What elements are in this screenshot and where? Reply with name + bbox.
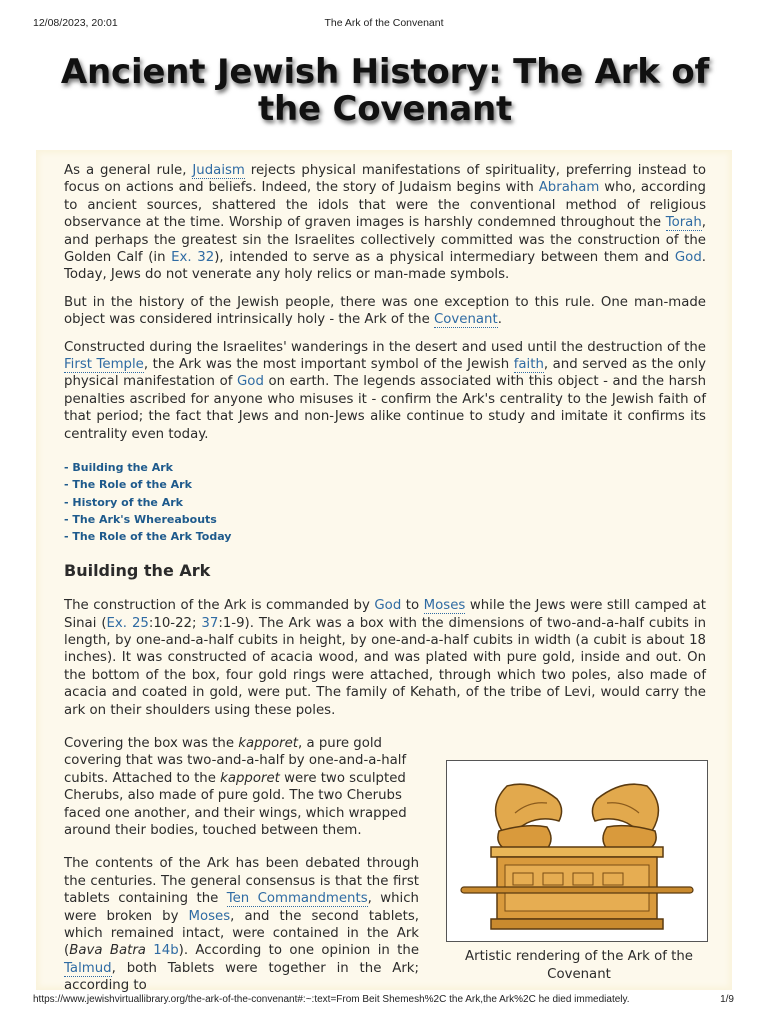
- print-page-title: The Ark of the Convenant: [324, 17, 444, 29]
- text: ). According to one opinion in the: [178, 943, 419, 959]
- toc-item: - The Role of the Ark Today: [64, 529, 232, 543]
- table-of-contents: [64, 459, 706, 545]
- building-paragraph-1: [64, 597, 706, 719]
- text: . Today, Jews do not venerate any holy relics or man-made symbols.: [64, 250, 706, 283]
- link-14b[interactable]: 14b: [153, 943, 179, 959]
- section-heading-building: Building the Ark: [64, 561, 211, 581]
- building-paragraph-3: [64, 855, 419, 994]
- link-god-2[interactable]: God: [237, 374, 264, 390]
- italic-term: kapporet: [220, 770, 280, 786]
- text: ), intended to serve as a physical intermediary between them and: [214, 250, 675, 266]
- toc-link-whereabouts[interactable]: The Ark's Whereabouts: [72, 512, 217, 526]
- link-moses[interactable]: Moses: [423, 598, 466, 614]
- text: Constructed during the Israelites' wanderings in the desert and used until the destruction of the: [64, 339, 706, 355]
- text: The contents of the Ark has been debated through the centuries. The general consensus is that the first tablets containing the: [64, 856, 419, 907]
- left-column: [64, 735, 419, 995]
- link-judaism[interactable]: Judaism: [192, 163, 245, 178]
- print-timestamp: 12/08/2023, 20:01: [33, 17, 118, 29]
- toc-link-role-today[interactable]: The Role of the Ark Today: [72, 529, 232, 543]
- link-covenant[interactable]: Covenant: [434, 312, 498, 328]
- link-ten-commandments[interactable]: Ten Commandments: [226, 891, 368, 907]
- print-header: [0, 17, 768, 31]
- link-ex-32[interactable]: Ex. 32: [171, 250, 215, 266]
- text: who, according to ancient sources, shattered the idols that were the conventional method of religious observance at the time. Worship of graven images is harshly condemned throughout the: [64, 180, 706, 231]
- link-faith[interactable]: faith: [513, 357, 544, 373]
- text: while the Jews were still camped at Sinai (: [64, 598, 706, 631]
- toc-item: - The Role of the Ark: [64, 478, 192, 492]
- link-god[interactable]: God: [674, 250, 702, 266]
- text: rejects physical manifestations of spirituality, preferring instead to focus on actions and beliefs. Indeed, the story of Judaism begins with: [64, 163, 706, 196]
- italic-term: Bava Batra: [69, 943, 146, 959]
- link-abraham[interactable]: Abraham: [538, 180, 600, 196]
- text: .: [497, 312, 502, 328]
- intro-paragraph-3: [64, 339, 706, 443]
- text: were two sculpted Cherubs, also made of pure gold. The two Cherubs faced one another, and their wings, which wrapped around their bodies, touched between them.: [64, 770, 407, 838]
- text: , the Ark was the most important symbol of the Jewish: [143, 357, 514, 373]
- text: :1-9). The Ark was a box with the dimensions of two-and-a-half cubits in length, by one-and-a-half cubits in height, by one-and-a-half cubits in width (a cubit is about 18 inches). It was constructed of acacia wood, and was plated with pure gold, inside and out. On the bottom of the box, four gold rings were attached, through which two poles, also made of acacia and coated in gold, were put. The family of Kehath, of the tribe of Levi, would carry the ark on their shoulders using these poles.: [64, 615, 707, 718]
- text: , both Tablets were together in the Ark; according to: [64, 960, 419, 994]
- text: , and perhaps the greatest sin the Israelites collectively committed was the construction of the Golden Calf (in: [64, 215, 706, 266]
- print-url: https://www.jewishvirtuallibrary.org/the-ark-of-the-convenant#:~:text=From Beit Shemesh%2C the Ark,the Ark%2C he died immediately.: [33, 994, 630, 1005]
- print-page-number: 1/9: [720, 994, 734, 1005]
- intro-paragraph-1: [64, 162, 706, 284]
- text: , which were broken by: [64, 891, 419, 924]
- toc-item: - The Ark's Whereabouts: [64, 512, 217, 526]
- toc-link-role[interactable]: The Role of the Ark: [72, 478, 192, 492]
- ark-image: [446, 760, 708, 942]
- print-footer: [0, 994, 768, 1008]
- text: , and served as the only physical manifestation of: [64, 357, 706, 390]
- toc-item: - History of the Ark: [64, 495, 183, 509]
- text: , and the second tablets, which remained intact, were contained in the Ark (: [64, 908, 419, 959]
- text: Covering the box was the: [64, 735, 239, 751]
- toc-link-building[interactable]: Building the Ark: [72, 461, 173, 475]
- figure-caption: Artistic rendering of the Ark of the Covenant: [465, 949, 693, 982]
- link-talmud[interactable]: Talmud: [64, 960, 112, 976]
- link-moses-2[interactable]: Moses: [188, 908, 231, 924]
- building-paragraph-2: [64, 735, 419, 839]
- toc-item: - Building the Ark: [64, 461, 173, 475]
- page-title: Ancient Jewish History: The Ark of the Covenant: [60, 52, 710, 129]
- toc-link-history[interactable]: History of the Ark: [72, 495, 183, 509]
- intro-paragraph-2: [64, 294, 706, 329]
- ark-illustration: [447, 761, 707, 941]
- text: :10-22;: [148, 615, 202, 631]
- text: to: [401, 598, 424, 614]
- ark-figure: [446, 760, 712, 984]
- text: , a pure gold covering that was two-and-a-half by one-and-a-half cubits. Attached to the: [64, 735, 407, 786]
- link-ex-25[interactable]: Ex. 25: [106, 615, 149, 631]
- link-god-3[interactable]: God: [374, 598, 402, 614]
- text: on earth. The legends associated with this object - and the harsh penalties ascribed for anyone who misuses it - confirm the Ark's centrality to the Jewish faith of that period; the fact that Jews and non-Jews alike continue to study and imitate it confirms its centrality even today.: [64, 374, 707, 442]
- italic-term: kapporet: [238, 735, 298, 751]
- text: But in the history of the Jewish people, there was one exception to this rule. One man-made object was considered intrinsically holy - the Ark of the: [64, 294, 706, 328]
- link-first-temple[interactable]: First Temple: [64, 357, 144, 373]
- text: As a general rule,: [64, 163, 193, 178]
- text: The construction of the Ark is commanded by: [64, 598, 375, 614]
- link-37[interactable]: 37: [201, 615, 219, 631]
- link-torah[interactable]: Torah: [665, 215, 702, 231]
